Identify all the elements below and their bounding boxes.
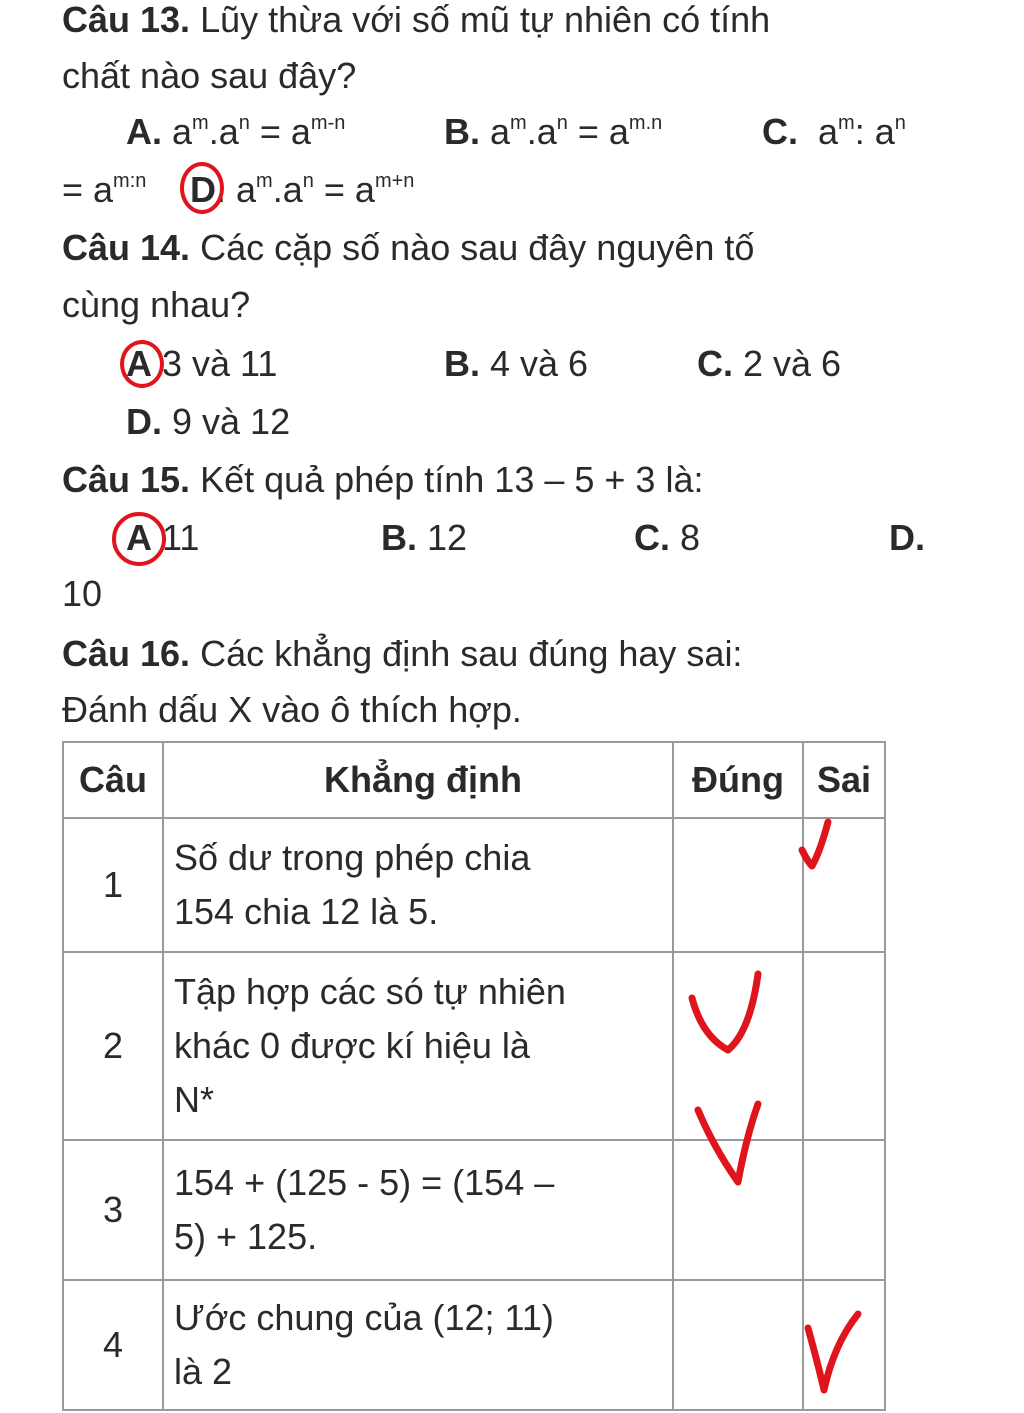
row-2-statement: Tập hợp các só tự nhiên khác 0 được kí hiệu là N*	[163, 952, 673, 1140]
row-3-statement: 154 + (125 - 5) = (154 – 5) + 125.	[163, 1140, 673, 1280]
q15-answer-circle	[112, 512, 166, 566]
row-4-check-mark-icon	[798, 1304, 868, 1396]
q14-label: Câu 14.	[62, 227, 191, 268]
row-3-num: 3	[63, 1140, 163, 1280]
q14-option-c[interactable]: C. 2 và 6	[697, 343, 842, 384]
q15-line1	[62, 460, 703, 500]
q14-line2: cùng nhau?	[62, 284, 251, 325]
q16-text-1: Các khẳng định sau đúng hay sai:	[190, 633, 743, 674]
header-true: Đúng	[673, 742, 803, 818]
q13-label: Câu 13.	[62, 0, 191, 40]
q15-option-d[interactable]: D.	[889, 517, 925, 558]
q13-line1	[62, 0, 770, 40]
q14-option-b[interactable]: B. 4 và 6	[444, 343, 589, 384]
header-false: Sai	[803, 742, 885, 818]
q15-option-a[interactable]: A 11	[126, 517, 200, 558]
row-2-false-cell[interactable]	[803, 952, 885, 1140]
header-num: Câu	[63, 742, 163, 818]
q16-line2: Đánh dấu X vào ô thích hợp.	[62, 689, 522, 730]
row-1-statement: Số dư trong phép chia 154 chia 12 là 5.	[163, 818, 673, 952]
q13-option-d[interactable]: D. $a^m.a^n = a^{m+n}$	[190, 169, 415, 210]
table-header-row	[63, 742, 885, 818]
row-4-num: 4	[63, 1280, 163, 1410]
q14-answer-circle	[120, 340, 164, 388]
q15-text-1: Kết quả phép tính 13 – 5 + 3 là:	[190, 459, 704, 500]
q15-option-c[interactable]: C. 8	[634, 517, 701, 558]
table-row	[63, 818, 885, 952]
q13-option-a[interactable]: A. $a^m.a^n = a^{m-n}$	[126, 111, 346, 152]
q13-option-c[interactable]: C. $a^m$: $a^n$	[762, 111, 906, 152]
header-statement: Khẳng định	[163, 742, 673, 818]
q14-option-d[interactable]: D. 9 và 12	[126, 401, 291, 442]
table-row	[63, 1280, 885, 1410]
row-4-statement: Ước chung của (12; 11) là 2	[163, 1280, 673, 1410]
q13-line2: chất nào sau đây?	[62, 55, 357, 96]
q13-answer-circle	[180, 162, 224, 214]
q15-option-d-continued: 10	[62, 573, 103, 614]
row-3-check-mark-icon	[692, 1098, 774, 1192]
q14-line1	[62, 228, 754, 268]
row-2-num: 2	[63, 952, 163, 1140]
true-false-table	[62, 741, 886, 1411]
q15-label: Câu 15.	[62, 459, 191, 500]
row-4-true-cell[interactable]	[673, 1280, 803, 1410]
q16-line1	[62, 634, 742, 674]
q16-label: Câu 16.	[62, 633, 191, 674]
q14-option-a[interactable]: A 3 và 11	[126, 343, 278, 384]
q14-text-1: Các cặp số nào sau đây nguyên tố	[190, 227, 755, 268]
row-1-num: 1	[63, 818, 163, 952]
q13-option-c-continued: = $a^{m:n}$	[62, 169, 147, 210]
row-1-true-cell[interactable]	[673, 818, 803, 952]
q15-option-b[interactable]: B. 12	[381, 517, 468, 558]
row-3-false-cell[interactable]	[803, 1140, 885, 1280]
q13-text-1: Lũy thừa với số mũ tự nhiên có tính	[190, 0, 771, 40]
row-1-check-mark-icon	[796, 812, 840, 876]
row-2-check-mark-icon	[684, 966, 774, 1060]
q13-option-b[interactable]: B. $a^m.a^n = a^{m.n}$	[444, 111, 663, 152]
